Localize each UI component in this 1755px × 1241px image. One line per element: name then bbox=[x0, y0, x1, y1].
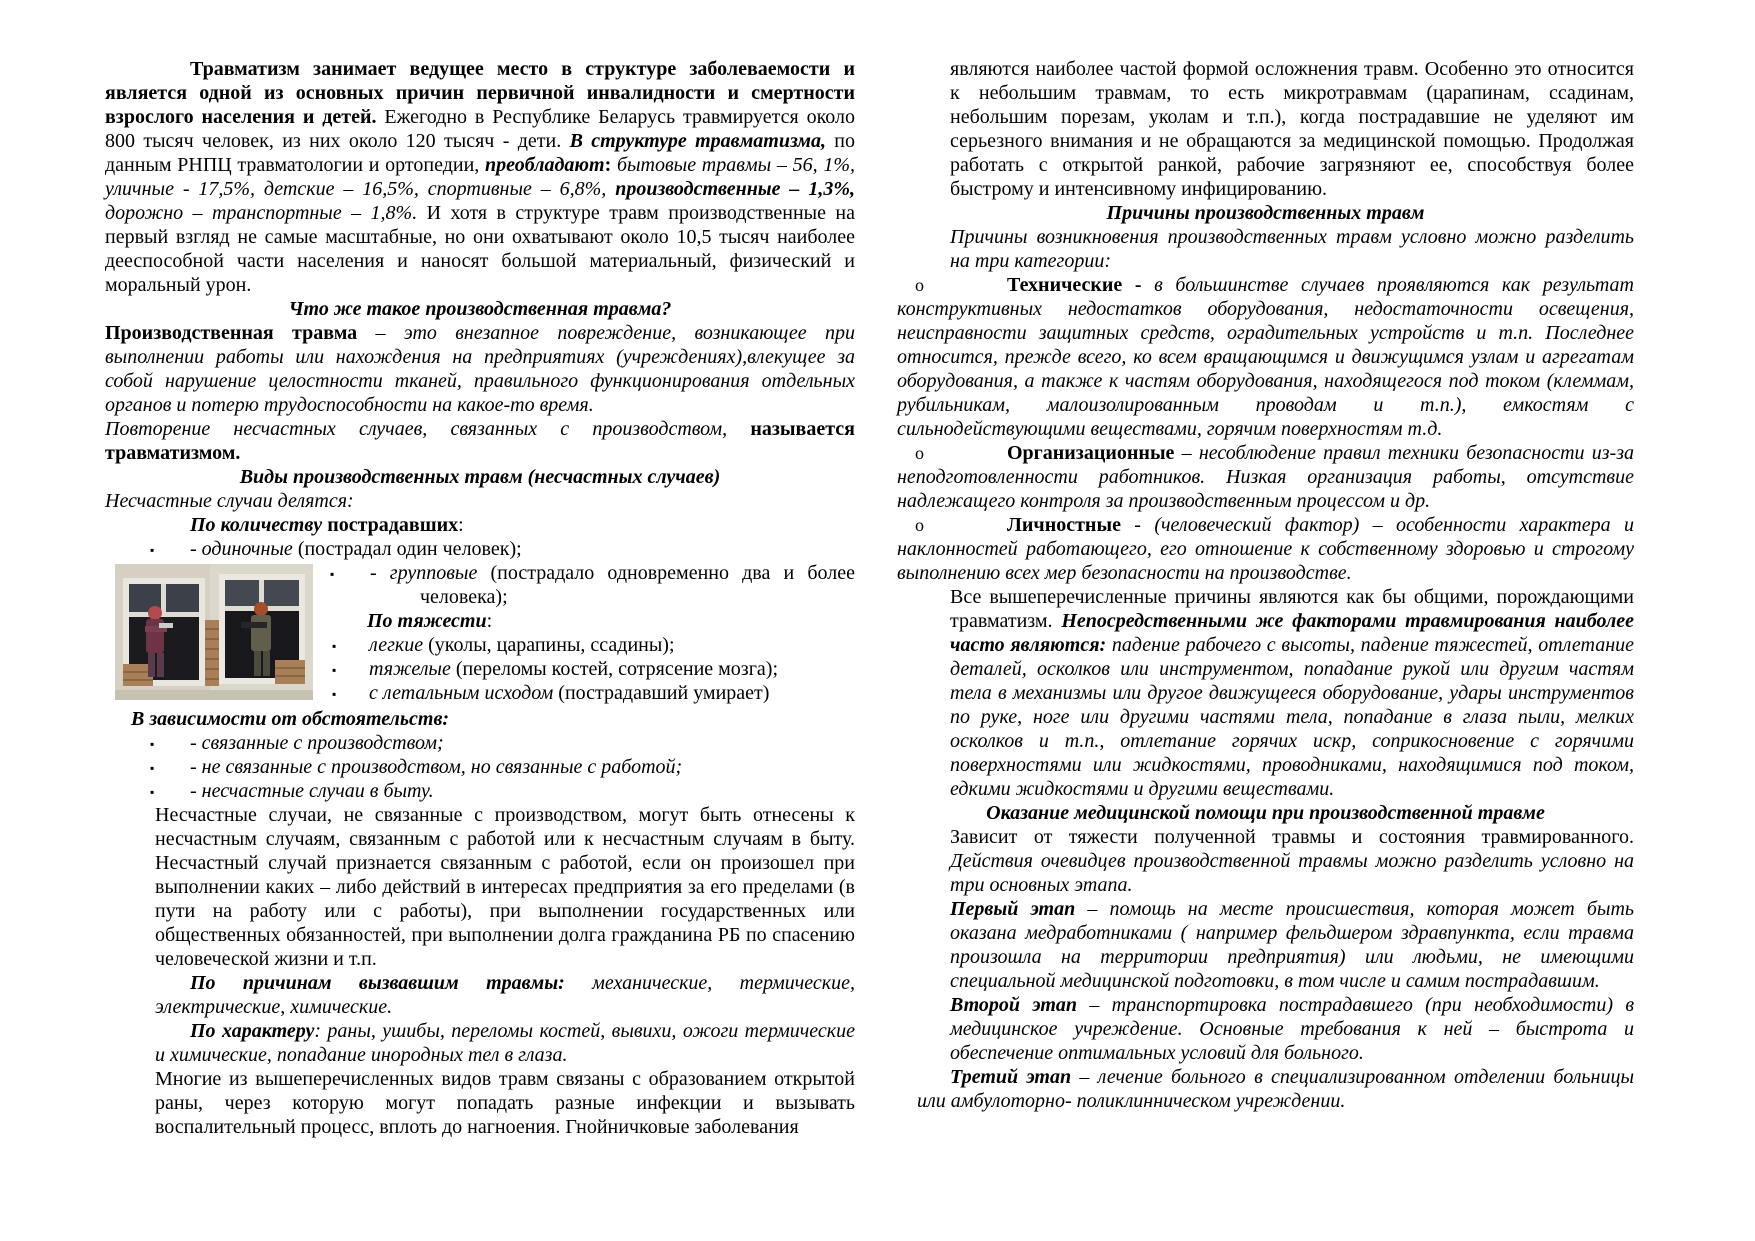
by-severity-heading: По тяжести: bbox=[367, 610, 493, 632]
list-item-text: - несчастные случаи в быту. bbox=[190, 780, 434, 802]
category-text: Технические - в большинстве случаев проявляются как результат конструктивных недостатков оборудования, недостаточности освещения, неисправности защитных средств, оградительных устройств и т.п. Последнее относится, прежде всего, ко всем вращающимся и движущимся узлам и агрегатам оборудования, а также к частям оборудования, находящегося под током (клеммам, рубильникам, малоизолированным проводам и т.п.), емкостям с сильнодействующими веществами, горячим поверхностям т.д. bbox=[897, 274, 1635, 440]
direct-factors-paragraph: Все вышеперечисленные причины являются как бы общими, порождающими травматизм. Непосредственными же факторами травмирования наиболее часто являются: падение рабочего с высоты, падение тяжестей, отлетание деталей, осколков или инструментом, попадание рукой или другим частям тела в механизмы или другое движущееся оборудование, удары инструментов по руке, ноге или другими частями тела, попадание в глаза пыли, мелких осколков и т.п., отлетание горячих искр, соприкосновение с горячими поверхностями или жидкостями, проводниками, находящимися под током, едкими жидкостями и другими веществами. bbox=[950, 586, 1635, 800]
list-item-single bbox=[105, 537, 855, 561]
category-text: Организационные – несоблюдение правил техники безопасности из-за неподготовленности работников. Низкая организация работы, отсутствие надлежащего контроля за производственным процессом и др. bbox=[897, 442, 1634, 512]
square-bullet-icon: ▪ bbox=[150, 761, 155, 775]
by-circumstances-heading: В зависимости от обстоятельств: bbox=[131, 708, 450, 730]
by-victim-count-heading: По количеству пострадавших: bbox=[190, 514, 464, 536]
square-bullet-icon: ▪ bbox=[150, 737, 155, 751]
square-bullet-icon: ▪ bbox=[150, 543, 155, 557]
list-item-not-production bbox=[105, 755, 855, 779]
list-item-text: - связанные с производством; bbox=[190, 732, 444, 754]
photo-workers-in-windows bbox=[115, 564, 313, 700]
intro-paragraph: Травматизм занимает ведущее место в структуре заболеваемости и является одной из основных причин первичной инвалидности и смертности взрослого населения и детей. Ежегодно в Республике Беларусь травмируется около 800 тысяч человек, из них около 120 тысяч - дети. В структуре травматизма, по данным РНПЦ травматологии и ортопедии, преобладают: бытовые травмы – 56, 1%, уличные - 17,5%, детские – 16,5%, спортивные – 6,8%, производственные – 1,3%, дорожно – транспортные – 1,8%. И хотя в структуре травм производственные на первый взгляд не самые масштабные, но они охватывают около 10,5 тысяч наиболее дееспособной части населения и наносят большой материальный, физический и моральный урон. bbox=[105, 58, 856, 296]
definition-paragraph: Производственная травма – это внезапное повреждение, возникающее при выполнении работы или нахождения на предприятиях (учреждениях),влекущее за собой нарушение целостности тканей, правильного функционирования отдельных органов и потерю трудоспособности на какое-то время. bbox=[105, 322, 855, 416]
square-bullet-icon: ▪ bbox=[332, 663, 337, 677]
square-bullet-icon: ▪ bbox=[332, 639, 337, 653]
list-item-text: - не связанные с производством, но связанные с работой; bbox=[190, 756, 683, 778]
repetition-paragraph: Повторение несчастных случаев, связанных с производством, называется травматизмом. bbox=[105, 418, 855, 464]
circle-bullet-icon: o bbox=[915, 275, 924, 295]
circle-bullet-icon: o bbox=[915, 443, 924, 463]
right-column bbox=[897, 57, 1634, 1113]
square-bullet-icon: ▪ bbox=[150, 785, 155, 799]
first-stage-paragraph: Первый этап – помощь на месте происшествия, которая может быть оказана медработниками ( например фельдшером здравпункта, если травма произошла на территории предприятия) или людьми, не имеющими специальной медицинской подготовки, в том числе и самим пострадавшим. bbox=[950, 898, 1634, 992]
left-column bbox=[105, 57, 855, 1139]
list-item-text: - одиночные (пострадал один человек); bbox=[190, 538, 522, 560]
category-technical bbox=[897, 273, 1634, 441]
heading-medical-aid: Оказание медицинской помощи при производственной травме bbox=[986, 802, 1545, 824]
second-stage-paragraph: Второй этап – транспортировка пострадавшего (при необходимости) в медицинское учреждение. Основные требования к ней – быстрота и обеспечение оптимальных условий для больного. bbox=[950, 994, 1634, 1064]
list-item-domestic bbox=[105, 779, 855, 803]
category-text: Личностные - (человеческий фактор) – особенности характера и наклонностей работающего, его отношение к собственному здоровью и строгому выполнению всех мер безопасности на производстве. bbox=[897, 514, 1634, 584]
beside-photo-block bbox=[330, 561, 855, 705]
square-bullet-icon: ▪ bbox=[332, 687, 337, 701]
list-item-text: с летальным исходом (пострадавший умирает) bbox=[369, 682, 770, 704]
third-stage-paragraph: Третий этап – лечение больного в специализированном отделении больницы или амбулоторно- поликлинническом учреждении. bbox=[917, 1066, 1634, 1112]
list-item-work-related bbox=[105, 731, 855, 755]
list-item-light bbox=[330, 633, 855, 657]
list-item-text: легкие (уколы, царапины, ссадины); bbox=[369, 634, 675, 656]
non-production-paragraph: Несчастные случаи, не связанные с производством, могут быть отнесены к несчастным случаям, связанным с работой или к несчастным случаям в быту. Несчастный случай признается связанным с работой, если он произошел при выполнении каких – либо действий в интересах предприятия за его пределами (в пути на работу или с работы), при выполнении государственных или общественных обязанностей, при выполнении долга гражданина РБ по спасению человеческой жизни и т.п. bbox=[155, 804, 855, 970]
category-organizational bbox=[897, 441, 1634, 513]
aid-depends-paragraph: Зависит от тяжести полученной травмы и состояния травмированного. Действия очевидцев производственной травмы можно разделить условно на три основных этапа. bbox=[950, 826, 1634, 896]
circle-bullet-icon: o bbox=[915, 515, 924, 535]
list-item-heavy bbox=[330, 657, 855, 681]
list-item-fatal bbox=[330, 681, 855, 705]
list-item-group bbox=[330, 561, 855, 609]
category-personal bbox=[897, 513, 1634, 585]
open-wound-paragraph: Многие из вышеперечисленных видов травм связаны с образованием открытой раны, через которую могут попадать разные инфекции и вызывать воспалительный процесс, вплоть до нагноения. Гнойничковые заболевания bbox=[155, 1068, 855, 1138]
heading-what-is-injury: Что же такое производственная травма? bbox=[288, 298, 672, 320]
list-item-text: тяжелые (переломы костей, сотрясение мозга); bbox=[369, 658, 778, 680]
three-categories-paragraph: Причины возникновения производственных травм условно можно разделить на три категории: bbox=[950, 226, 1634, 272]
by-nature-paragraph: По характеру: раны, ушибы, переломы костей, вывихи, ожоги термические и химические, попадание инородных тел в глаза. bbox=[155, 1020, 855, 1066]
by-cause-paragraph: По причинам вызвавшим травмы: механические, термические, электрические, химические. bbox=[155, 972, 855, 1018]
photo-text-row bbox=[105, 561, 855, 707]
cases-divided-line: Несчастные случаи делятся: bbox=[105, 490, 354, 512]
heading-injury-causes: Причины производственных травм bbox=[1106, 202, 1425, 224]
square-bullet-icon: ▪ bbox=[330, 567, 335, 581]
complications-paragraph: являются наиболее частой формой осложнения травм. Особенно это относится к небольшим травмам, то есть микротравмам (царапинам, ссадинам, небольшим порезам, уколам и т.п.), когда пострадавшие не уделяют им серьезного внимания и не обращаются за медицинской помощью. Продолжая работать с открытой ранкой, рабочие загрязняют ее, способствуя более быстрому и интенсивному инфицированию. bbox=[950, 58, 1634, 200]
list-item-text: - групповые (пострадало одновременно два и более человека); bbox=[370, 562, 855, 608]
heading-injury-types: Виды производственных травм (несчастных случаев) bbox=[239, 466, 721, 488]
